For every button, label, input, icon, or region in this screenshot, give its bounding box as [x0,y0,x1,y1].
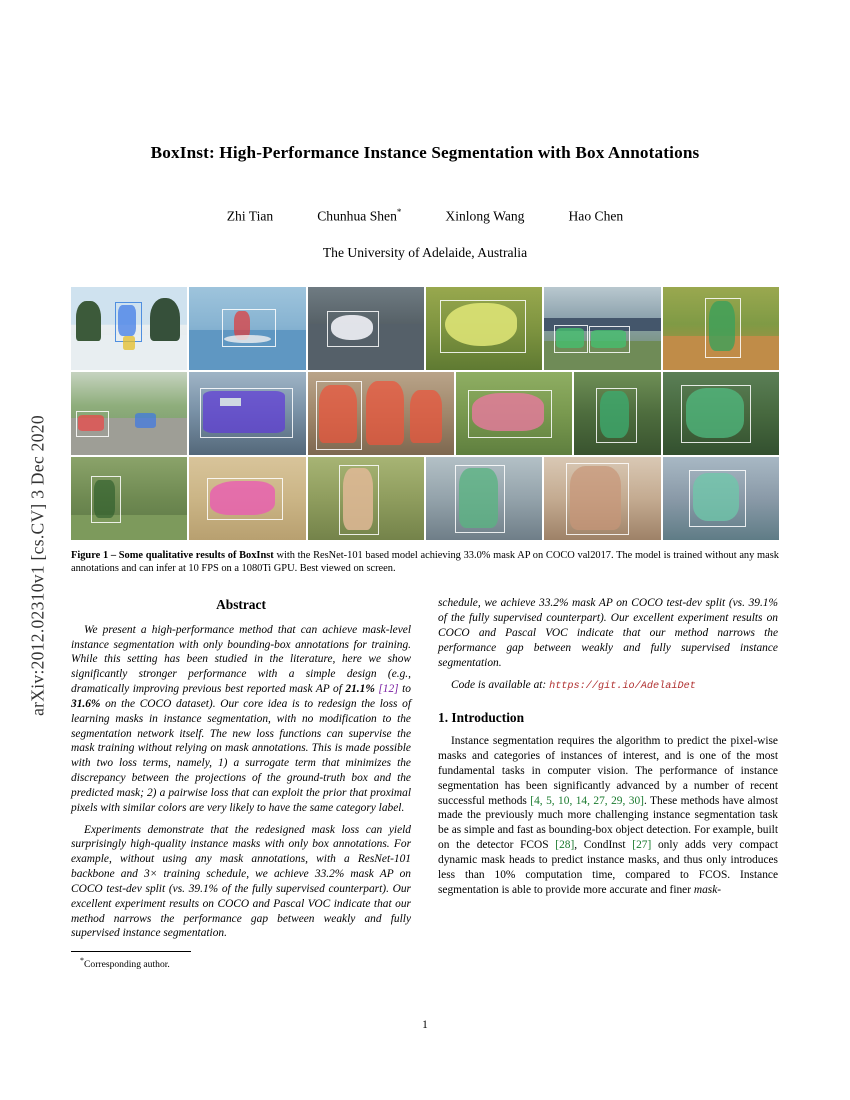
arxiv-stamp: arXiv:2012.02310v1 [cs.CV] 3 Dec 2020 [27,415,48,716]
figure-image [71,372,187,455]
abstract-paragraph-2-cont: schedule, we achieve 33.2% mask AP on COCO test-dev split (vs. 39.1% of the fully supervised counterpart). Our excellent experiment results on COCO and Pascal VOC indicate that our method narrows the performance gap between weakly and fully supervised instance segmentation. [438,597,778,669]
page-title: BoxInst: High-Performance Instance Segmentation with Box Annotations [150,143,700,162]
two-column-body [71,596,779,971]
figure-image [71,287,187,370]
page-number: 1 [422,1019,428,1031]
citation[interactable]: [27] [632,839,652,852]
code-availability: Code is available at: https://git.io/AdelaiDet [451,678,696,692]
citation-group[interactable]: [4, 5, 10, 14, 27, 29, 30] [530,794,644,807]
figure-image [426,287,542,370]
figure-image [544,457,660,540]
figure-image [308,457,424,540]
code-url-link[interactable]: https://git.io/AdelaiDet [549,680,696,692]
citation[interactable]: [12] [378,683,399,696]
figure-image [544,287,660,370]
left-column [71,596,411,971]
figure-image [308,372,454,455]
introduction-heading: 1. Introduction [438,709,525,725]
author: Xinlong Wang [445,208,525,224]
author-marker: * [396,207,402,217]
figure-image [71,457,187,540]
abstract-paragraph-1: We present a high-performance method that can achieve mask-level instance segmentation with only bounding-box annotations for training. While this setting has been studied in the literature, here we show significantly stronger performance with a simple design (e.g., dramatically improving previous best reported mask AP of 21.1% [12] to 31.6% on the COCO dataset). Our core idea is to redesign the loss of learning masks in instance segmentation, with no modification to the segmentation network itself. The new loss functions can supervise the mask training without relying on mask annotations. This is made possible with two loss terms, namely, 1) a surrogate term that minimizes the discrepancy between the projections of the ground-truth box and the predicted mask; 2) a pairwise loss that can exploit the prior that proximal pixels with similar colors are very likely to have the same category label. [71,623,411,814]
paper-page [71,0,779,1100]
figure-image [189,372,305,455]
abstract-paragraph-2: Experiments demonstrate that the redesigned mask loss can yield surprisingly high-quality instance masks with only box annotations. For example, without using any mask annotations, with a ResNet-101 backbone and 3× training schedule, we achieve 33.2% mask AP on COCO test-dev split (vs. 39.1% of the fully supervised counterpart). Our excellent experiment results on COCO and Pascal VOC indicate that our method narrows the performance gap between weakly and fully supervised instance segmentation. [71,823,411,940]
figure-caption [71,549,779,577]
author: Chunhua Shen* [317,207,402,224]
figure-image [574,372,661,455]
affiliation: The University of Adelaide, Australia [322,244,528,260]
author: Zhi Tian [226,208,274,224]
figure-image [308,287,424,370]
author: Hao Chen [568,208,624,224]
caption-rest: with the ResNet-101 based model achieving 33.0% mask AP on COCO val2017. The model is trained without any mask annotations and can infer at 10 FPS on a 1080Ti GPU. Best viewed on screen. [71,549,779,575]
abstract-heading: Abstract [216,597,266,613]
figure-image [456,372,572,455]
footnote: *Corresponding author. [80,956,170,971]
footnote-divider [71,951,191,952]
figure-image [663,372,779,455]
figure-image [189,457,305,540]
right-column [438,596,778,971]
figure-image [663,287,779,370]
footnote-marker: * [80,956,84,966]
figure-image [426,457,542,540]
caption-label: Figure 1 – [71,549,117,561]
citation[interactable]: [28] [555,839,575,852]
figure-image [663,457,779,540]
teaser-figure [71,287,779,540]
author-list [71,207,779,225]
caption-bold: Some qualitative results of BoxInst [118,549,274,561]
introduction-paragraph-1: Instance segmentation requires the algorithm to predict the pixel-wise masks and categories of instances of interest, and is one of the most fundamental tasks in computer vision. The performance of instance segmentation has been significantly advanced by a number of recent successful methods [4, 5, 10, 14, 27, 29, 30]. These methods have almost made the previously much more challenging instance segmentation task be as simple and fast as bounding-box object detection. For example, built on the detector FCOS [28], CondInst [27] only adds very compact dynamic mask heads to predict instance masks, and thus only introduces less than 10% computation time, compared to FCOS. Instance segmentation is able to provide more accurate and finer mask- [438,735,779,896]
figure-image [189,287,305,370]
